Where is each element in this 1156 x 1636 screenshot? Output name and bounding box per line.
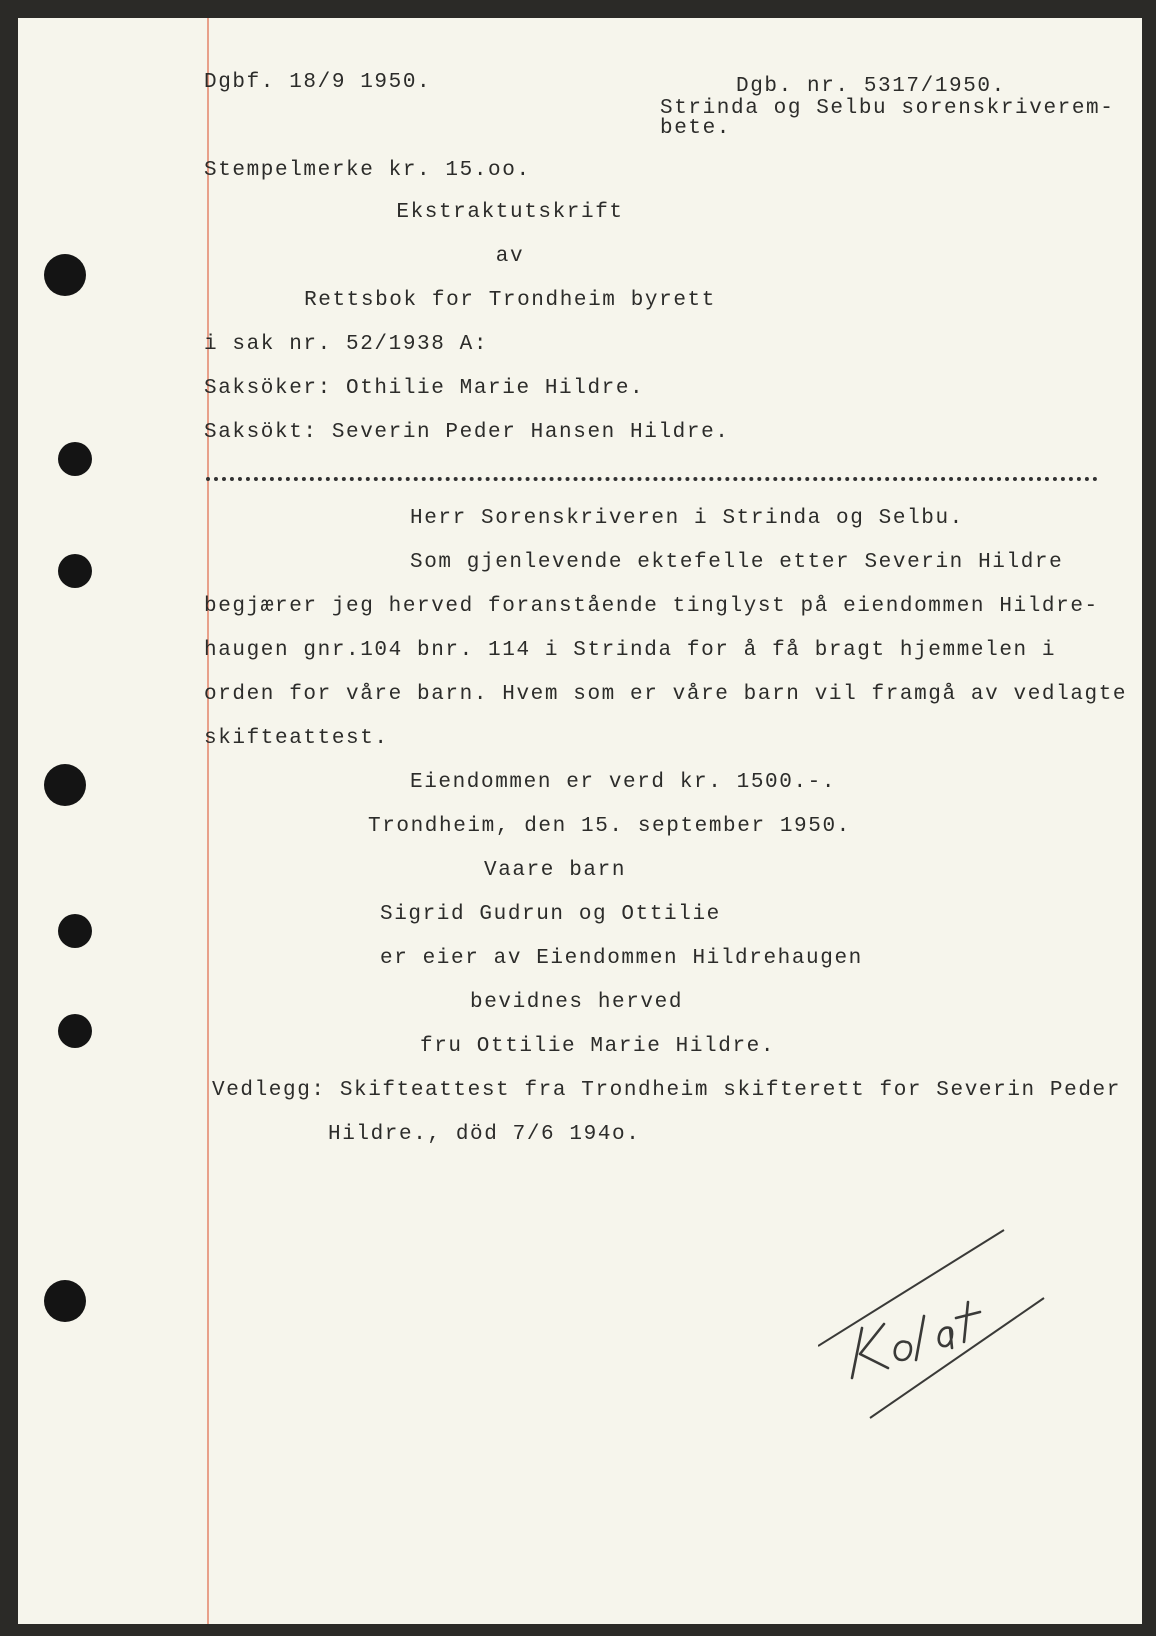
signature-line: fru Ottilie Marie Hildre. xyxy=(420,1035,776,1058)
letter-line: begjærer jeg herved foranstående tinglyst på eiendommen Hildre- xyxy=(204,595,1099,618)
punch-hole xyxy=(58,554,92,588)
property-value: Eiendommen er verd kr. 1500.-. xyxy=(410,771,837,794)
court-name: Strinda og Selbu sorenskriverem- xyxy=(660,97,1115,120)
letter-line: Som gjenlevende ektefelle etter Severin Hildre xyxy=(410,551,1064,574)
punch-hole xyxy=(44,764,86,806)
punch-hole xyxy=(44,1280,86,1322)
kollat-stamp xyxy=(818,1218,1078,1458)
punch-hole xyxy=(58,442,92,476)
closing-line: Sigrid Gudrun og Ottilie xyxy=(380,903,721,926)
dotted-separator xyxy=(206,477,1098,481)
case-number: i sak nr. 52/1938 A: xyxy=(204,333,489,356)
title-av: av xyxy=(495,245,525,268)
place-date: Trondheim, den 15. september 1950. xyxy=(368,815,851,838)
attachment-line: Vedlegg: Skifteattest fra Trondheim skifterett for Severin Peder xyxy=(212,1079,1121,1102)
punch-hole xyxy=(58,914,92,948)
letter-salutation: Herr Sorenskriveren i Strinda og Selbu. xyxy=(410,507,964,530)
closing-line: er eier av Eiendommen Hildrehaugen xyxy=(380,947,863,970)
court-record-title: Rettsbok for Trondheim byrett xyxy=(304,289,716,312)
letter-line: orden for våre barn. Hvem som er våre barn vil framgå av vedlagte xyxy=(204,683,1128,706)
defendant: Saksökt: Severin Peder Hansen Hildre. xyxy=(204,421,730,444)
letter-line: skifteattest. xyxy=(204,727,389,750)
plaintiff: Saksöker: Othilie Marie Hildre. xyxy=(204,377,645,400)
journal-number: Dgb. nr. 5317/1950. xyxy=(736,75,1006,98)
attachment-line: Hildre., död 7/6 194o. xyxy=(328,1123,641,1146)
letter-line: haugen gnr.104 bnr. 114 i Strinda for å få bragt hjemmelen i xyxy=(204,639,1057,662)
document-page xyxy=(18,18,1142,1624)
punch-hole xyxy=(58,1014,92,1048)
closing-line: Vaare barn xyxy=(484,859,627,882)
closing-line: bevidnes herved xyxy=(470,991,684,1014)
document-title: Ekstraktutskrift xyxy=(396,201,624,224)
journal-date: Dgbf. 18/9 1950. xyxy=(204,71,432,94)
court-name-cont: bete. xyxy=(660,117,732,140)
stamp-fee: Stempelmerke kr. 15.oo. xyxy=(204,159,531,182)
